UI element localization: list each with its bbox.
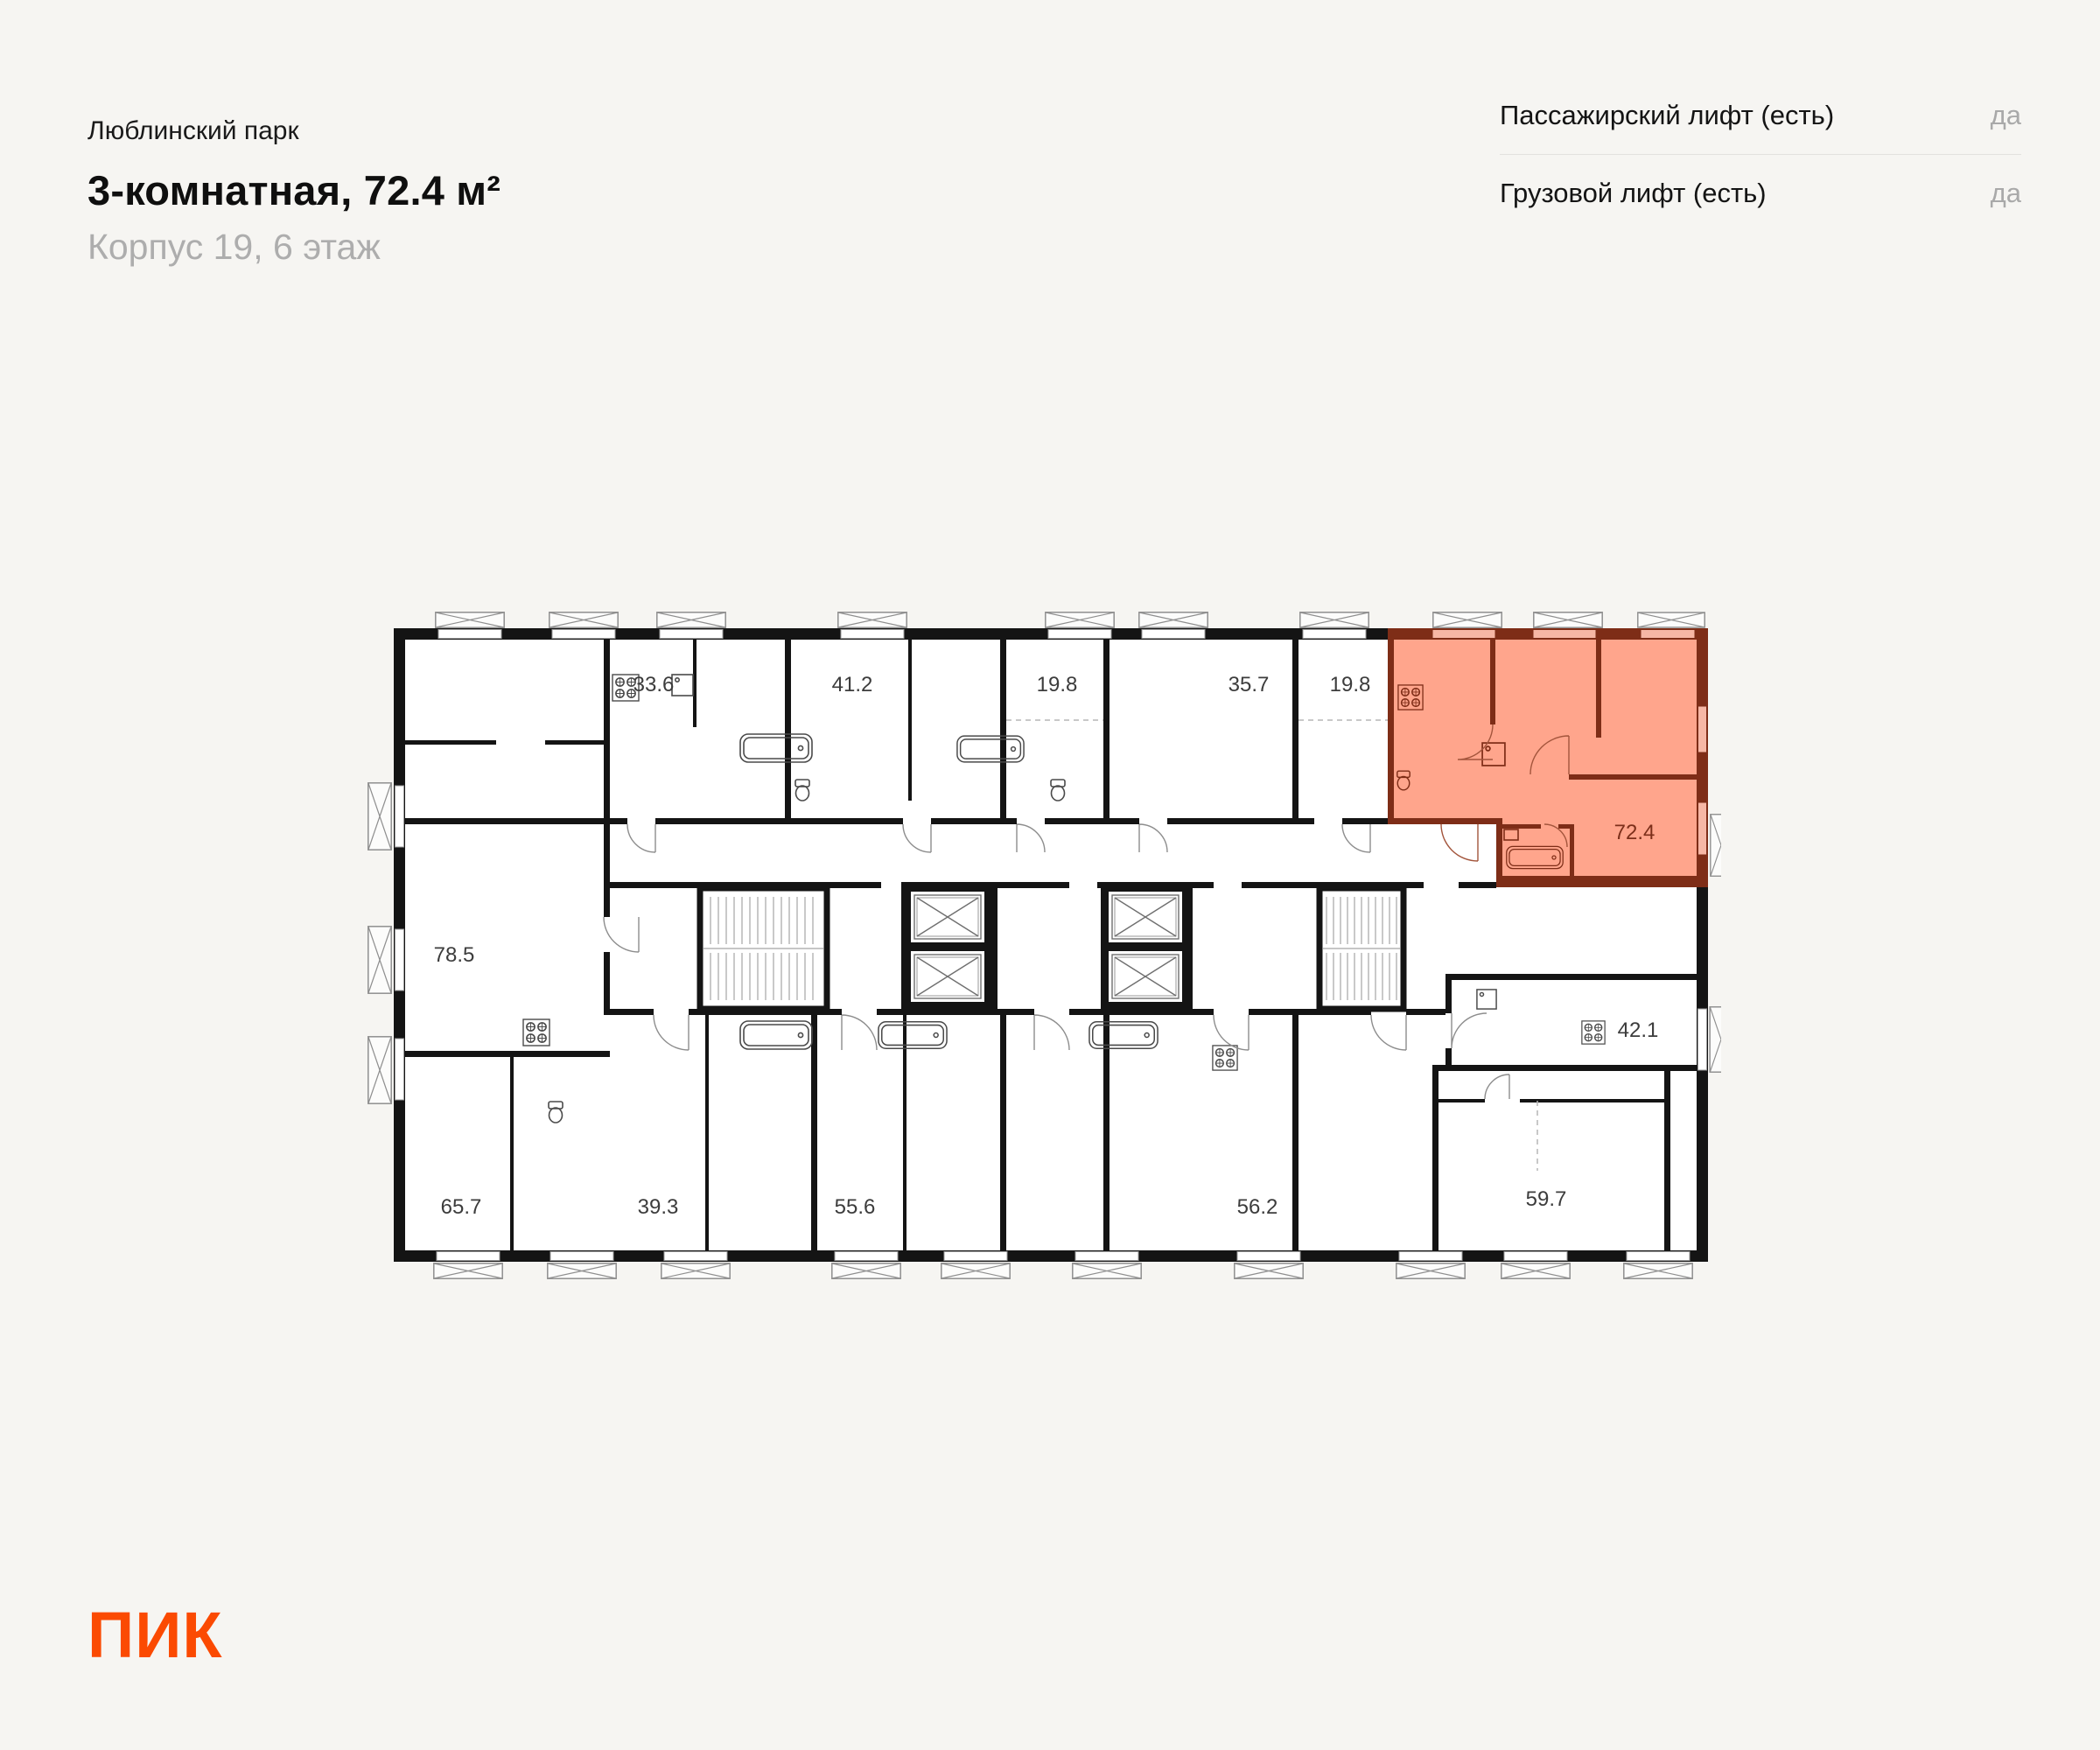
area-label: 41.2 (831, 673, 873, 696)
area-label: 33.6 (633, 673, 675, 696)
elevator-shaft (911, 951, 984, 1002)
area-label: 55.6 (834, 1195, 876, 1219)
elevator-shaft (1109, 892, 1182, 942)
area-label: 39.3 (637, 1195, 679, 1219)
elevator-shaft (1109, 951, 1182, 1002)
header (88, 116, 500, 268)
project-name: Люблинский парк (88, 116, 299, 145)
page-title: 3-комнатная, 72.4 м² (88, 167, 501, 214)
spec-row-passenger-lift (1500, 88, 2021, 154)
area-label: 19.8 (1036, 673, 1078, 696)
spec-value: да (1990, 100, 2021, 130)
area-label-highlighted: 72.4 (1614, 821, 1656, 844)
page-subtitle: Корпус 19, 6 этаж (88, 227, 381, 267)
spec-table (1500, 88, 2021, 232)
area-label: 56.2 (1236, 1195, 1278, 1219)
spec-label: Грузовой лифт (есть) (1500, 178, 1767, 208)
area-label: 65.7 (440, 1195, 482, 1219)
area-label: 42.1 (1617, 1018, 1659, 1042)
area-label: 59.7 (1525, 1187, 1567, 1211)
area-label: 35.7 (1228, 673, 1270, 696)
area-label: 78.5 (433, 943, 475, 967)
floor-plan (365, 611, 1721, 1293)
pik-logo[interactable]: ПИК (88, 1599, 223, 1671)
spec-label: Пассажирский лифт (есть) (1500, 100, 1835, 130)
spec-row-cargo-lift (1500, 155, 2021, 232)
area-label: 19.8 (1329, 673, 1371, 696)
elevator-shaft (911, 892, 984, 942)
spec-value: да (1990, 178, 2021, 208)
